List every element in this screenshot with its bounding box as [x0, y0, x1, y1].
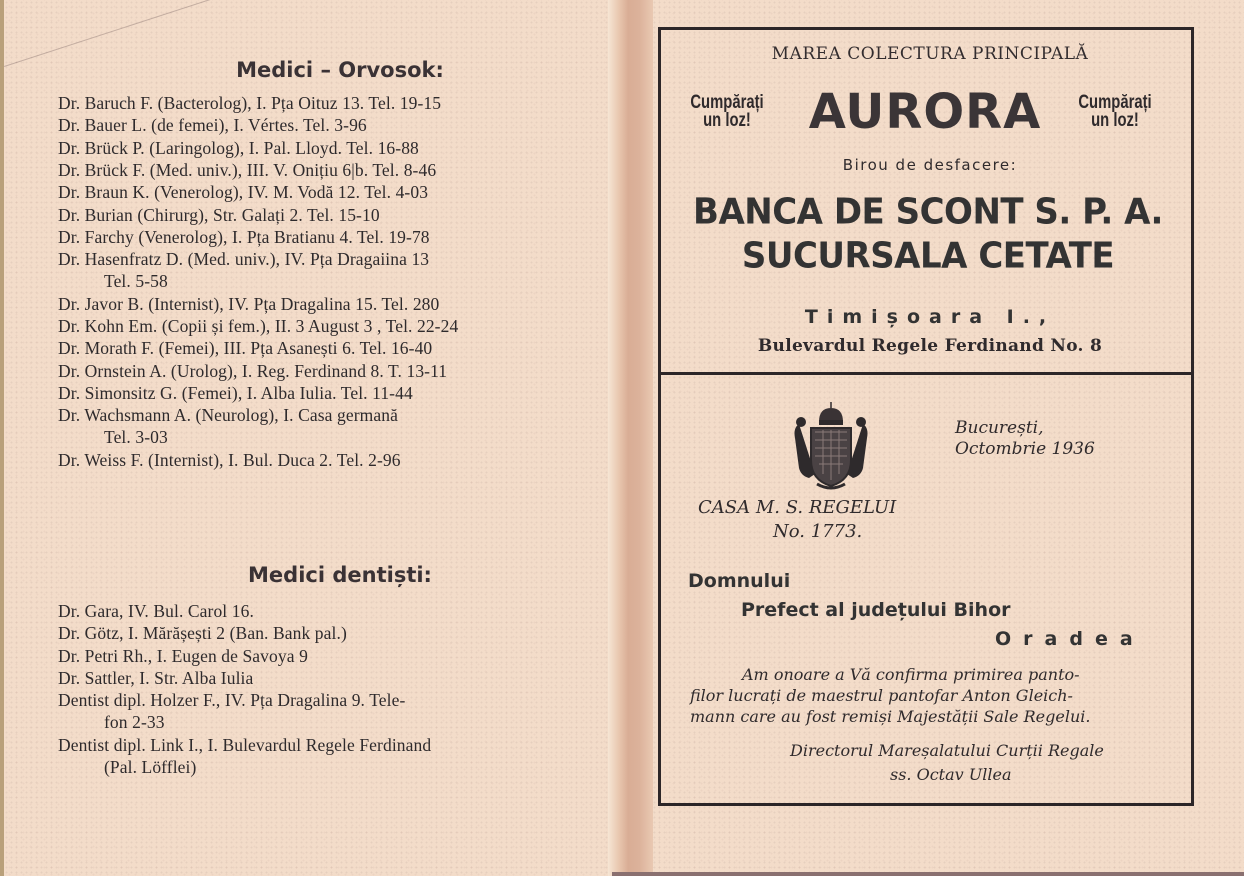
entry-text: Dentist dipl. Link I., I. Bulevardul Regele Ferdinand [58, 734, 432, 755]
entry-text: Dentist dipl. Holzer F., IV. Pța Dragalina 9. Tele- [58, 690, 406, 711]
buy-right-line1: Cumpărați [1078, 92, 1152, 113]
bank-address: Bulevardul Regele Ferdinand No. 8 [757, 336, 1103, 356]
addressee-line1: Domnului [688, 570, 791, 592]
doctor-entry [58, 382, 598, 404]
letter-body-line2: filor lucrați de maestrul pantofar Anton Gleich- [690, 686, 1073, 705]
letter-body [690, 664, 1174, 727]
buy-ticket-left [684, 94, 770, 130]
doctor-entry [58, 293, 598, 315]
doctor-entry [58, 248, 598, 292]
letter-place: București, [955, 418, 1044, 438]
letter-sender [698, 496, 896, 544]
dentists-heading: Medici dentiști: [248, 563, 432, 587]
entry-text: Dr. Farchy (Venerolog), I. Pța Bratianu 4. Tel. 19-78 [58, 226, 430, 247]
dentist-entry [58, 689, 598, 733]
buy-ticket-right [1072, 94, 1158, 130]
doctor-entry [58, 159, 598, 181]
doctor-entry [58, 92, 598, 114]
doctor-entry [58, 360, 598, 382]
dentist-entry [58, 600, 598, 622]
dentist-entry [58, 622, 598, 644]
buy-right-line2: un loz! [1091, 110, 1139, 131]
entry-text: Dr. Baruch F. (Bacterolog), I. Pța Oituz 13. Tel. 19-15 [58, 93, 442, 113]
entry-text: Dr. Hasenfratz D. (Med. univ.), IV. Pța Dragaiina 13 [58, 249, 430, 270]
sender-name: CASA M. S. REGELUI [698, 497, 897, 518]
bank-branch: SUCURSALA CETATE [741, 235, 1115, 277]
doctor-entry [58, 337, 598, 359]
entry-text: Dr. Brück F. (Med. univ.), III. V. Onițiu 6|b. Tel. 8-46 [58, 159, 437, 180]
buy-left-line2: un loz! [703, 110, 751, 131]
dentist-entry [58, 667, 598, 689]
section-divider [660, 372, 1192, 375]
entry-text: Dr. Morath F. (Femei), III. Pța Asanești 6. Tel. 16-40 [58, 338, 433, 359]
entry-text: Dr. Weiss F. (Internist), I. Bul. Duca 2. Tel. 2-96 [58, 449, 401, 470]
doctor-entry [58, 114, 598, 136]
bank-name: BANCA DE SCONT S. P. A. [693, 191, 1163, 233]
letter-date: Octombrie 1936 [955, 439, 1095, 459]
entry-text: Dr. Kohn Em. (Copii și fem.), II. 3 August 3 , Tel. 22-24 [58, 316, 459, 336]
doctor-entry [58, 226, 598, 248]
addressee-line3: Oradea [995, 628, 1145, 650]
entry-text: Dr. Burian (Chirurg), Str. Galați 2. Tel. 15-10 [58, 204, 380, 225]
city-name: Timișoara I., [804, 306, 1056, 328]
entry-continuation: (Pal. Löfflei) [104, 756, 197, 777]
entry-text: Dr. Götz, I. Mărășești 2 (Ban. Bank pal.) [58, 623, 347, 644]
entry-text: Dr. Wachsmann A. (Neurolog), I. Casa germană [58, 405, 398, 426]
entry-continuation: Tel. 5-58 [104, 271, 168, 292]
entry-text: Dr. Gara, IV. Bul. Carol 16. [58, 601, 254, 621]
entry-text: Dr. Braun K. (Venerolog), IV. M. Vodă 12. Tel. 4-03 [58, 182, 429, 203]
doctors-heading: Medici – Orvosok: [236, 58, 444, 82]
doctor-entry [58, 181, 598, 203]
addressee-line2: Prefect al județului Bihor [741, 599, 1011, 621]
entry-continuation: Tel. 3-03 [104, 427, 168, 448]
entry-text: Dr. Ornstein A. (Urolog), I. Reg. Ferdinand 8. T. 13-11 [58, 360, 448, 381]
brand-aurora: AURORA [808, 84, 1042, 140]
letter-body-line1: Am onoare a Vă confirma primirea panto- [742, 665, 1080, 684]
entry-text: Dr. Simonsitz G. (Femei), I. Alba Iulia. Tel. 11-44 [58, 382, 413, 403]
letter-place-date [955, 418, 1095, 460]
signature-name: ss. Octav Ullea [890, 765, 1012, 784]
ad-top-line: MAREA COLECTURA PRINCIPALĂ [771, 44, 1089, 64]
buy-left-line1: Cumpărați [690, 92, 764, 113]
doctor-entry [58, 404, 598, 448]
letter-number: No. 1773. [773, 521, 863, 542]
entry-text: Dr. Javor B. (Internist), IV. Pța Dragalina 15. Tel. 280 [58, 293, 440, 314]
letter-body-line3: mann care au fost remiși Majestății Sale Regelui. [690, 707, 1091, 726]
page-bottom-edge [612, 872, 1244, 876]
doctor-entry [58, 204, 598, 226]
entry-text: Dr. Petri Rh., I. Eugen de Savoya 9 [58, 645, 308, 666]
dentist-entry [58, 645, 598, 667]
dentist-entry [58, 734, 598, 778]
entry-text: Dr. Bauer L. (de femei), I. Vértes. Tel. 3-96 [58, 115, 367, 136]
signature-title: Directorul Mareșalatului Curții Regale [790, 741, 1104, 760]
entry-text: Dr. Sattler, I. Str. Alba Iulia [58, 667, 254, 688]
doctor-entry [58, 449, 598, 471]
entry-text: Dr. Brück P. (Laringolog), I. Pal. Lloyd. Tel. 16-88 [58, 137, 419, 158]
book-spine [608, 0, 653, 876]
doctor-entry [58, 137, 598, 159]
office-label: Birou de desfacere: [842, 156, 1018, 174]
doctor-entry [58, 315, 598, 337]
coat-of-arms-icon [789, 400, 873, 492]
entry-continuation: fon 2-33 [104, 712, 165, 733]
